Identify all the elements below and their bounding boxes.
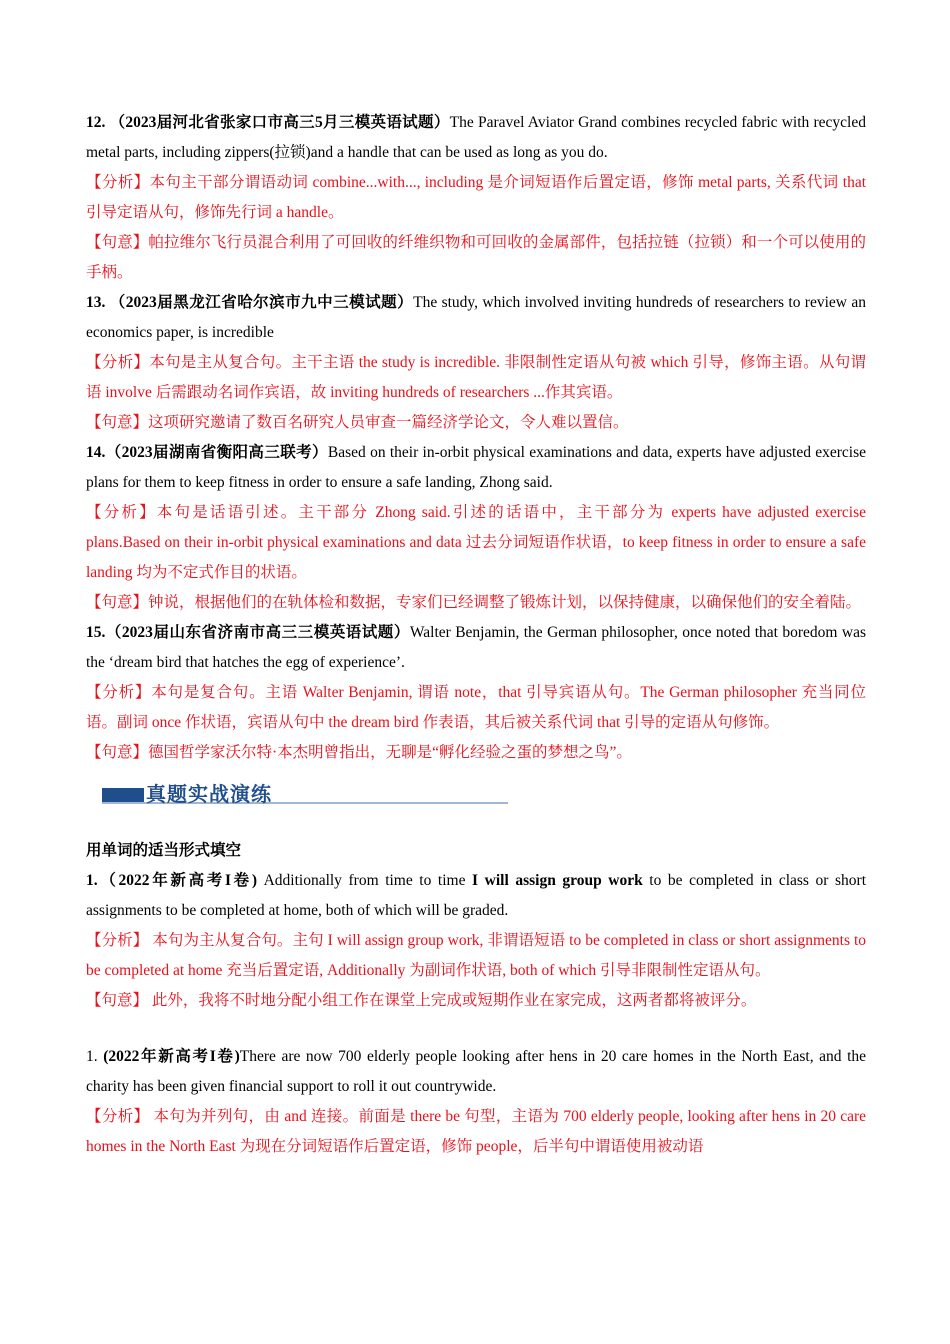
heading-accent-block (102, 788, 144, 802)
item-15-analysis: 【分析】本句是复合句。主语 Walter Benjamin, 谓语 note，that 引导宾语从句。The German philosopher 充当同位语。副词 once 作状语，宾语从句中 the dream bird 作表语，其后被关系代词 that 引导的定语从句修饰。 (86, 684, 866, 731)
practice-1-question (86, 866, 866, 926)
practice-number: 1. (86, 1048, 104, 1065)
item-15-question (86, 618, 866, 678)
item-14-translation: 【句意】钟说，根据他们的在轨体检和数据，专家们已经调整了锻炼计划，以保持健康，以确保他们的安全着陆。 (86, 594, 862, 611)
practice-text: There are now 700 elderly people looking after hens in 20 care homes in the North East, and the charity has been given financial support to roll it out countrywide. (86, 1048, 867, 1095)
item-source: 15.（2023届山东省济南市高三三模英语试题） (86, 624, 410, 641)
spacer (86, 1016, 866, 1042)
item-15-translation: 【句意】德国哲学家沃尔特·本杰明曾指出，无聊是“孵化经验之蛋的梦想之鸟”。 (86, 744, 632, 761)
item-14-question (86, 438, 866, 498)
practice-1-analysis: 【分析】 本句为主从复合句。主句 I will assign group work, 非谓语短语 to be completed in class or short assignments to be completed at home 充当后置定语, Additionally 为副词作状语, both of which 引导非限制性定语从句。 (86, 932, 866, 979)
practice-1-translation: 【句意】 此外，我将不时地分配小组工作在课堂上完成或短期作业在家完成，这两者都将被评分。 (86, 992, 757, 1009)
section-heading (102, 774, 508, 818)
practice-text: to be completed in class or short assignments to be completed at home, both of which will be graded. (86, 872, 867, 919)
item-sentence: Based on their in-orbit physical examinations and data, experts have adjusted exercise plans for them to keep fitness in order to ensure a safe landing, Zhong said. (86, 444, 866, 491)
item-14-analysis: 【分析】本句是话语引述。主干部分 Zhong said.引述的话语中，主干部分为 experts have adjusted exercise plans.Based on their in-orbit physical examinations and data 过去分词短语作状语，to keep fitness in order to ensure a safe landing 均为不定式作目的状语。 (86, 504, 866, 581)
item-12-analysis: 【分析】本句主干部分谓语动词 combine...with..., including 是介词短语作后置定语，修饰 metal parts, 关系代词 that 引导定语从句，修饰先行词 a handle。 (86, 174, 866, 221)
item-12-question (86, 108, 866, 168)
practice-source: （2022年新高考I卷) (97, 872, 258, 889)
practice-bold-text: I will assign group work (472, 872, 643, 889)
practice-source: (2022年新高考I卷) (103, 1048, 240, 1065)
item-13-translation: 【句意】这项研究邀请了数百名研究人员审查一篇经济学论文，令人难以置信。 (86, 414, 629, 431)
item-sentence: The Paravel Aviator Grand combines recycled fabric with recycled metal parts, including zippers(拉锁)and a handle that can be used as long as you do. (86, 114, 866, 161)
item-13-analysis: 【分析】本句是主从复合句。主干主语 the study is incredible. 非限制性定语从句被 which 引导，修饰主语。从句谓语 involve 后需跟动名词作宾语，故 inviting hundreds of researchers ...作其宾语。 (86, 354, 866, 401)
item-sentence: Walter Benjamin, the German philosopher, once noted that boredom was the ‘dream bird that hatches the egg of experience’. (86, 624, 866, 671)
practice-2-question (86, 1042, 866, 1102)
section-heading-text: 真题实战演练 (146, 782, 272, 806)
section-instruction: 用单词的适当形式填空 (86, 842, 242, 859)
item-source: 14.（2023届湖南省衡阳高三联考） (86, 444, 328, 461)
document-page (86, 108, 866, 1162)
item-source: 12. （2023届河北省张家口市高三5月三模英语试题） (86, 114, 450, 131)
practice-2-analysis: 【分析】 本句为并列句，由 and 连接。前面是 there be 句型，主语为 700 elderly people, looking after hens in 20 care homes in the North East 为现在分词短语作后置定语，修饰 people，后半句中谓语使用被动语 (86, 1108, 866, 1155)
practice-number: 1. (86, 872, 98, 889)
practice-text: Additionally from time to time (257, 872, 473, 889)
item-sentence: The study, which involved inviting hundreds of researchers to review an economics paper, is incredible (86, 294, 866, 341)
item-12-translation: 【句意】帕拉维尔飞行员混合利用了可回收的纤维织物和可回收的金属部件，包括拉链（拉锁）和一个可以使用的手柄。 (86, 234, 866, 281)
item-source: 13. （2023届黑龙江省哈尔滨市九中三模试题） (86, 294, 414, 311)
item-13-question (86, 288, 866, 348)
